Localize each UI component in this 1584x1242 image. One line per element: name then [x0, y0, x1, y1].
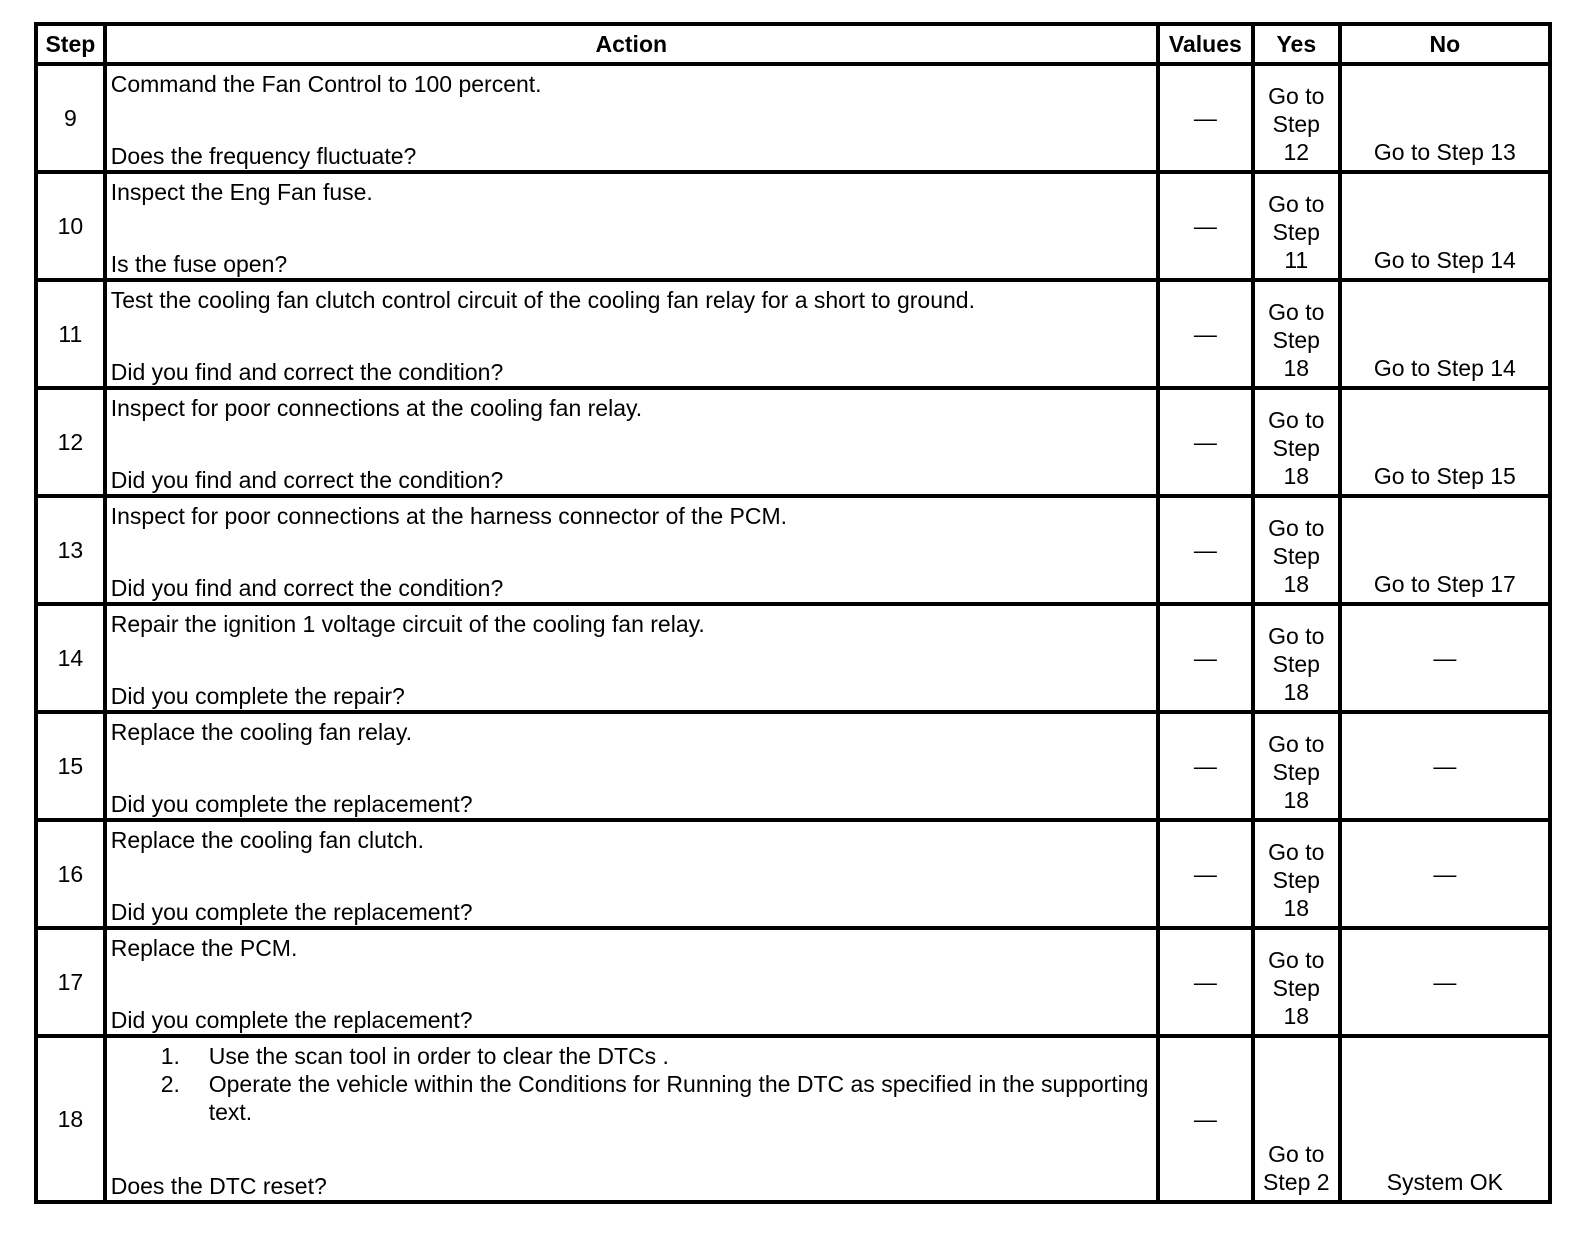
action-question: Does the DTC reset?: [110, 1173, 327, 1199]
header-row: [36, 24, 1550, 64]
no-cell: Go to Step 17: [1340, 496, 1550, 604]
yes-cell: [1253, 388, 1340, 496]
yes-link-text: Go to Step 18: [1268, 407, 1325, 489]
step-number: 15: [36, 712, 105, 820]
step-number: 9: [36, 64, 105, 172]
table-row: [36, 388, 1550, 496]
procedure-item-number: 1.: [160, 1043, 180, 1069]
yes-link-text: Go to Step 18: [1268, 299, 1325, 381]
action-text: Inspect for poor connections at the cooling fan relay.: [110, 395, 643, 421]
action-cell: [105, 1036, 1158, 1202]
action-text: Test the cooling fan clutch control circuit of the cooling fan relay for a short to ground.: [110, 287, 975, 313]
header-no: No: [1340, 24, 1550, 64]
procedure-item: [111, 1070, 1152, 1126]
action-text: Inspect for poor connections at the harness connector of the PCM.: [110, 503, 788, 529]
header-values: Values: [1158, 24, 1253, 64]
action-question: Did you find and correct the condition?: [110, 359, 504, 385]
yes-link-text: Go to Step 11: [1268, 191, 1325, 273]
values-cell: —: [1158, 64, 1253, 172]
table-row: [36, 172, 1550, 280]
action-text: Replace the cooling fan relay.: [110, 719, 413, 745]
yes-cell: [1253, 64, 1340, 172]
yes-cell: [1253, 820, 1340, 928]
action-text: Replace the PCM.: [110, 935, 298, 961]
yes-link-text: Go to Step 12: [1268, 83, 1325, 165]
values-cell: —: [1158, 604, 1253, 712]
no-cell: System OK: [1340, 1036, 1550, 1202]
action-cell: [105, 820, 1158, 928]
action-cell: [105, 388, 1158, 496]
yes-link-text: Go to Step 2: [1263, 1141, 1330, 1195]
values-cell: —: [1158, 172, 1253, 280]
yes-cell: [1253, 1036, 1340, 1202]
table-row: [36, 496, 1550, 604]
yes-cell: [1253, 712, 1340, 820]
action-text: Inspect the Eng Fan fuse.: [110, 179, 373, 205]
action-cell: [105, 928, 1158, 1036]
table-row: [36, 604, 1550, 712]
yes-cell: [1253, 280, 1340, 388]
action-question: Did you find and correct the condition?: [110, 575, 504, 601]
values-cell: —: [1158, 496, 1253, 604]
action-question: Did you find and correct the condition?: [110, 467, 504, 493]
step-number: 16: [36, 820, 105, 928]
yes-link-text: Go to Step 18: [1268, 731, 1325, 813]
header-action: Action: [105, 24, 1158, 64]
action-cell: [105, 496, 1158, 604]
yes-cell: [1253, 604, 1340, 712]
header-yes: Yes: [1253, 24, 1340, 64]
action-text: Replace the cooling fan clutch.: [110, 827, 424, 853]
values-cell: —: [1158, 1036, 1253, 1202]
procedure-item-text: Use the scan tool in order to clear the DTCs .: [208, 1043, 669, 1069]
no-cell: —: [1340, 820, 1550, 928]
step-number: 13: [36, 496, 105, 604]
no-cell: Go to Step 13: [1340, 64, 1550, 172]
no-cell: Go to Step 15: [1340, 388, 1550, 496]
table-row: [36, 820, 1550, 928]
header-step: Step: [36, 24, 105, 64]
yes-cell: [1253, 496, 1340, 604]
step-number: 11: [36, 280, 105, 388]
action-question: Does the frequency fluctuate?: [110, 143, 417, 169]
action-question: Did you complete the replacement?: [110, 791, 473, 817]
no-cell: Go to Step 14: [1340, 280, 1550, 388]
action-cell: [105, 172, 1158, 280]
step-number: 12: [36, 388, 105, 496]
values-cell: —: [1158, 388, 1253, 496]
procedure-item: [111, 1042, 1152, 1070]
action-cell: [105, 280, 1158, 388]
action-text: Repair the ignition 1 voltage circuit of the cooling fan relay.: [110, 611, 705, 637]
action-question: Is the fuse open?: [110, 251, 288, 277]
action-question: Did you complete the replacement?: [110, 1007, 473, 1033]
table-row: [36, 928, 1550, 1036]
no-cell: —: [1340, 928, 1550, 1036]
yes-link-text: Go to Step 18: [1268, 623, 1325, 705]
yes-link-text: Go to Step 18: [1268, 515, 1325, 597]
action-question: Did you complete the replacement?: [110, 899, 473, 925]
procedure-item-text: Operate the vehicle within the Conditions for Running the DTC as specified in the supporting text.: [208, 1071, 1149, 1125]
no-cell: —: [1340, 604, 1550, 712]
values-cell: —: [1158, 712, 1253, 820]
action-cell: [105, 604, 1158, 712]
action-cell: [105, 64, 1158, 172]
yes-cell: [1253, 928, 1340, 1036]
no-cell: —: [1340, 712, 1550, 820]
diagnostic-table: [34, 22, 1552, 1204]
action-cell: [105, 712, 1158, 820]
procedure-list: [111, 1042, 1152, 1126]
table-row-final: [36, 1036, 1550, 1202]
step-number: 10: [36, 172, 105, 280]
values-cell: —: [1158, 820, 1253, 928]
table-row: [36, 280, 1550, 388]
no-cell: Go to Step 14: [1340, 172, 1550, 280]
procedure-item-number: 2.: [160, 1071, 180, 1097]
table-row: [36, 64, 1550, 172]
step-number: 17: [36, 928, 105, 1036]
step-number: 14: [36, 604, 105, 712]
yes-link-text: Go to Step 18: [1268, 947, 1325, 1029]
yes-cell: [1253, 172, 1340, 280]
table-body: [36, 64, 1550, 1202]
yes-link-text: Go to Step 18: [1268, 839, 1325, 921]
action-question: Did you complete the repair?: [110, 683, 405, 709]
step-number: 18: [36, 1036, 105, 1202]
values-cell: —: [1158, 280, 1253, 388]
values-cell: —: [1158, 928, 1253, 1036]
table-row: [36, 712, 1550, 820]
action-text: Command the Fan Control to 100 percent.: [110, 71, 542, 97]
